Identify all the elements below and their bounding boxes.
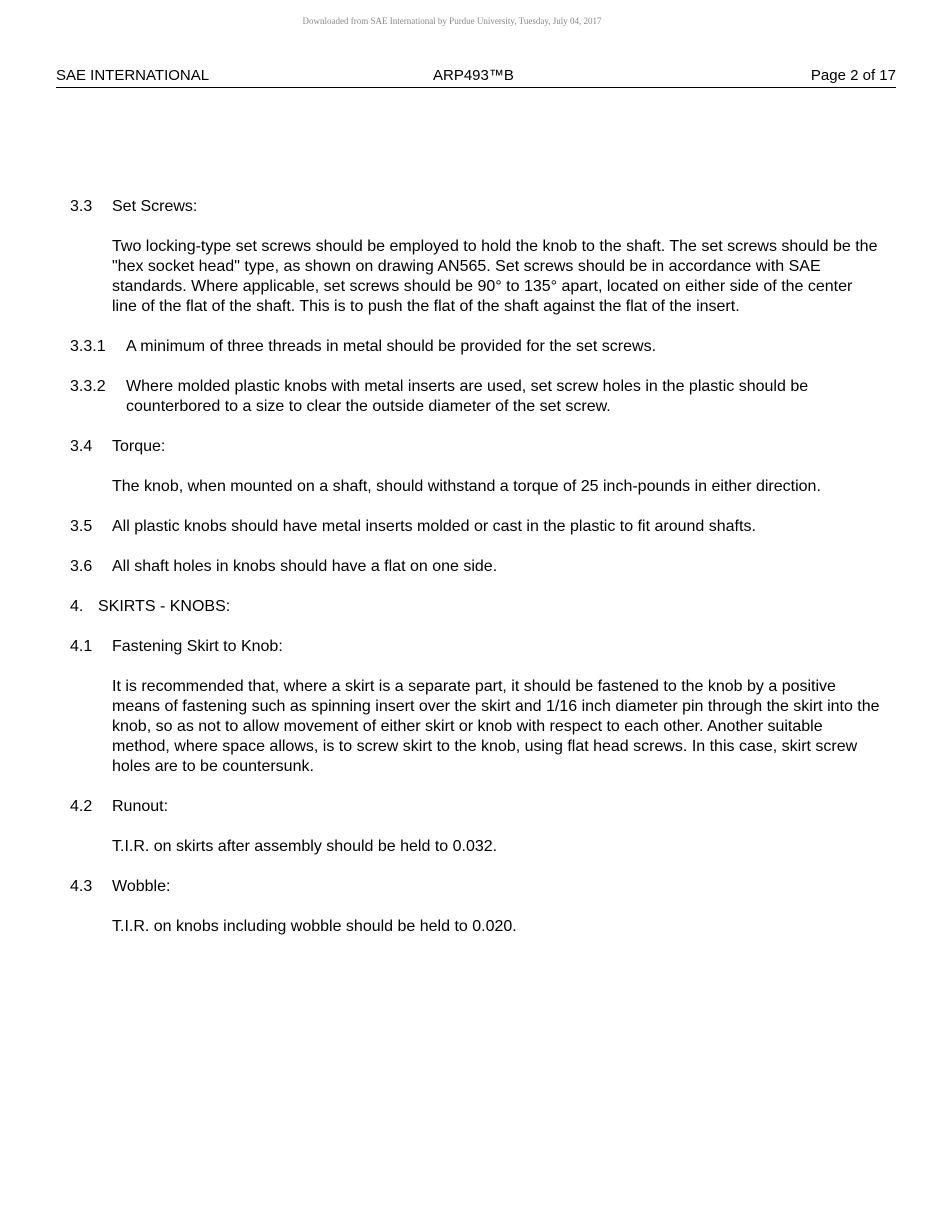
- section-title: Torque:: [112, 438, 166, 455]
- page-header: [56, 67, 896, 88]
- section-title: Fastening Skirt to Knob:: [112, 638, 283, 655]
- section-4-3-heading: [70, 877, 880, 897]
- section-4-2-heading: [70, 797, 880, 817]
- section-title: SKIRTS - KNOBS:: [98, 598, 231, 615]
- section-number: 4.: [70, 598, 84, 615]
- header-document-number: ARP493™B: [433, 67, 514, 84]
- section-4-3-body: T.I.R. on knobs including wobble should be held to 0.020.: [112, 918, 517, 935]
- header-page-number: Page 2 of 17: [810, 67, 896, 84]
- section-3-3-heading: [70, 197, 880, 217]
- section-4-2-body: T.I.R. on skirts after assembly should be held to 0.032.: [112, 838, 498, 855]
- section-number: 4.1: [70, 638, 93, 655]
- section-number: 3.4: [70, 438, 93, 455]
- section-4-heading: [70, 597, 880, 617]
- section-3-4-body: The knob, when mounted on a shaft, should withstand a torque of 25 inch-pounds in either direction.: [112, 478, 821, 495]
- document-body: [70, 197, 880, 957]
- section-text: A minimum of three threads in metal should be provided for the set screws.: [126, 338, 657, 355]
- section-3-3-1: [70, 337, 880, 357]
- section-title: Set Screws:: [112, 198, 198, 215]
- section-4-1-heading: [70, 637, 880, 657]
- section-number: 4.3: [70, 878, 93, 895]
- section-3-4-heading: [70, 437, 880, 457]
- section-3-3-body: Two locking-type set screws should be employed to hold the knob to the shaft. The set screws should be the "hex socket head" type, as shown on drawing AN565. Set screws should be in accordance with SAE standards. Where applicable, set screws should be 90° to 135° apart, located on either side of the center line of the flat of the shaft. This is to push the flat of the shaft against the flat of the insert.: [112, 238, 878, 315]
- section-number: 3.3.1: [70, 338, 106, 355]
- section-3-6: [70, 557, 880, 577]
- section-number: 3.3.2: [70, 378, 106, 395]
- section-number: 3.5: [70, 518, 93, 535]
- section-number: 4.2: [70, 798, 93, 815]
- section-number: 3.6: [70, 558, 93, 575]
- section-text: All plastic knobs should have metal inserts molded or cast in the plastic to fit around shafts.: [112, 518, 756, 535]
- section-3-3-2: [70, 377, 880, 417]
- download-watermark: Downloaded from SAE International by Purdue University, Tuesday, July 04, 2017: [302, 16, 602, 26]
- section-3-5: [70, 517, 880, 537]
- section-text: Where molded plastic knobs with metal inserts are used, set screw holes in the plastic should be counterbored to a size to clear the outside diameter of the set screw.: [126, 378, 809, 415]
- section-title: Wobble:: [112, 878, 171, 895]
- header-organization: SAE INTERNATIONAL: [56, 67, 210, 84]
- section-text: All shaft holes in knobs should have a flat on one side.: [112, 558, 498, 575]
- section-title: Runout:: [112, 798, 169, 815]
- section-number: 3.3: [70, 198, 93, 215]
- section-4-1-body: It is recommended that, where a skirt is a separate part, it should be fastened to the knob by a positive means of fastening such as spinning insert over the skirt and 1/16 inch diameter pin through the skirt into the knob, so as not to allow movement of either skirt or knob with respect to each other. Another suitable method, where space allows, is to screw skirt to the knob, using flat head screws. In this case, skirt screw holes are to be countersunk.: [112, 678, 880, 775]
